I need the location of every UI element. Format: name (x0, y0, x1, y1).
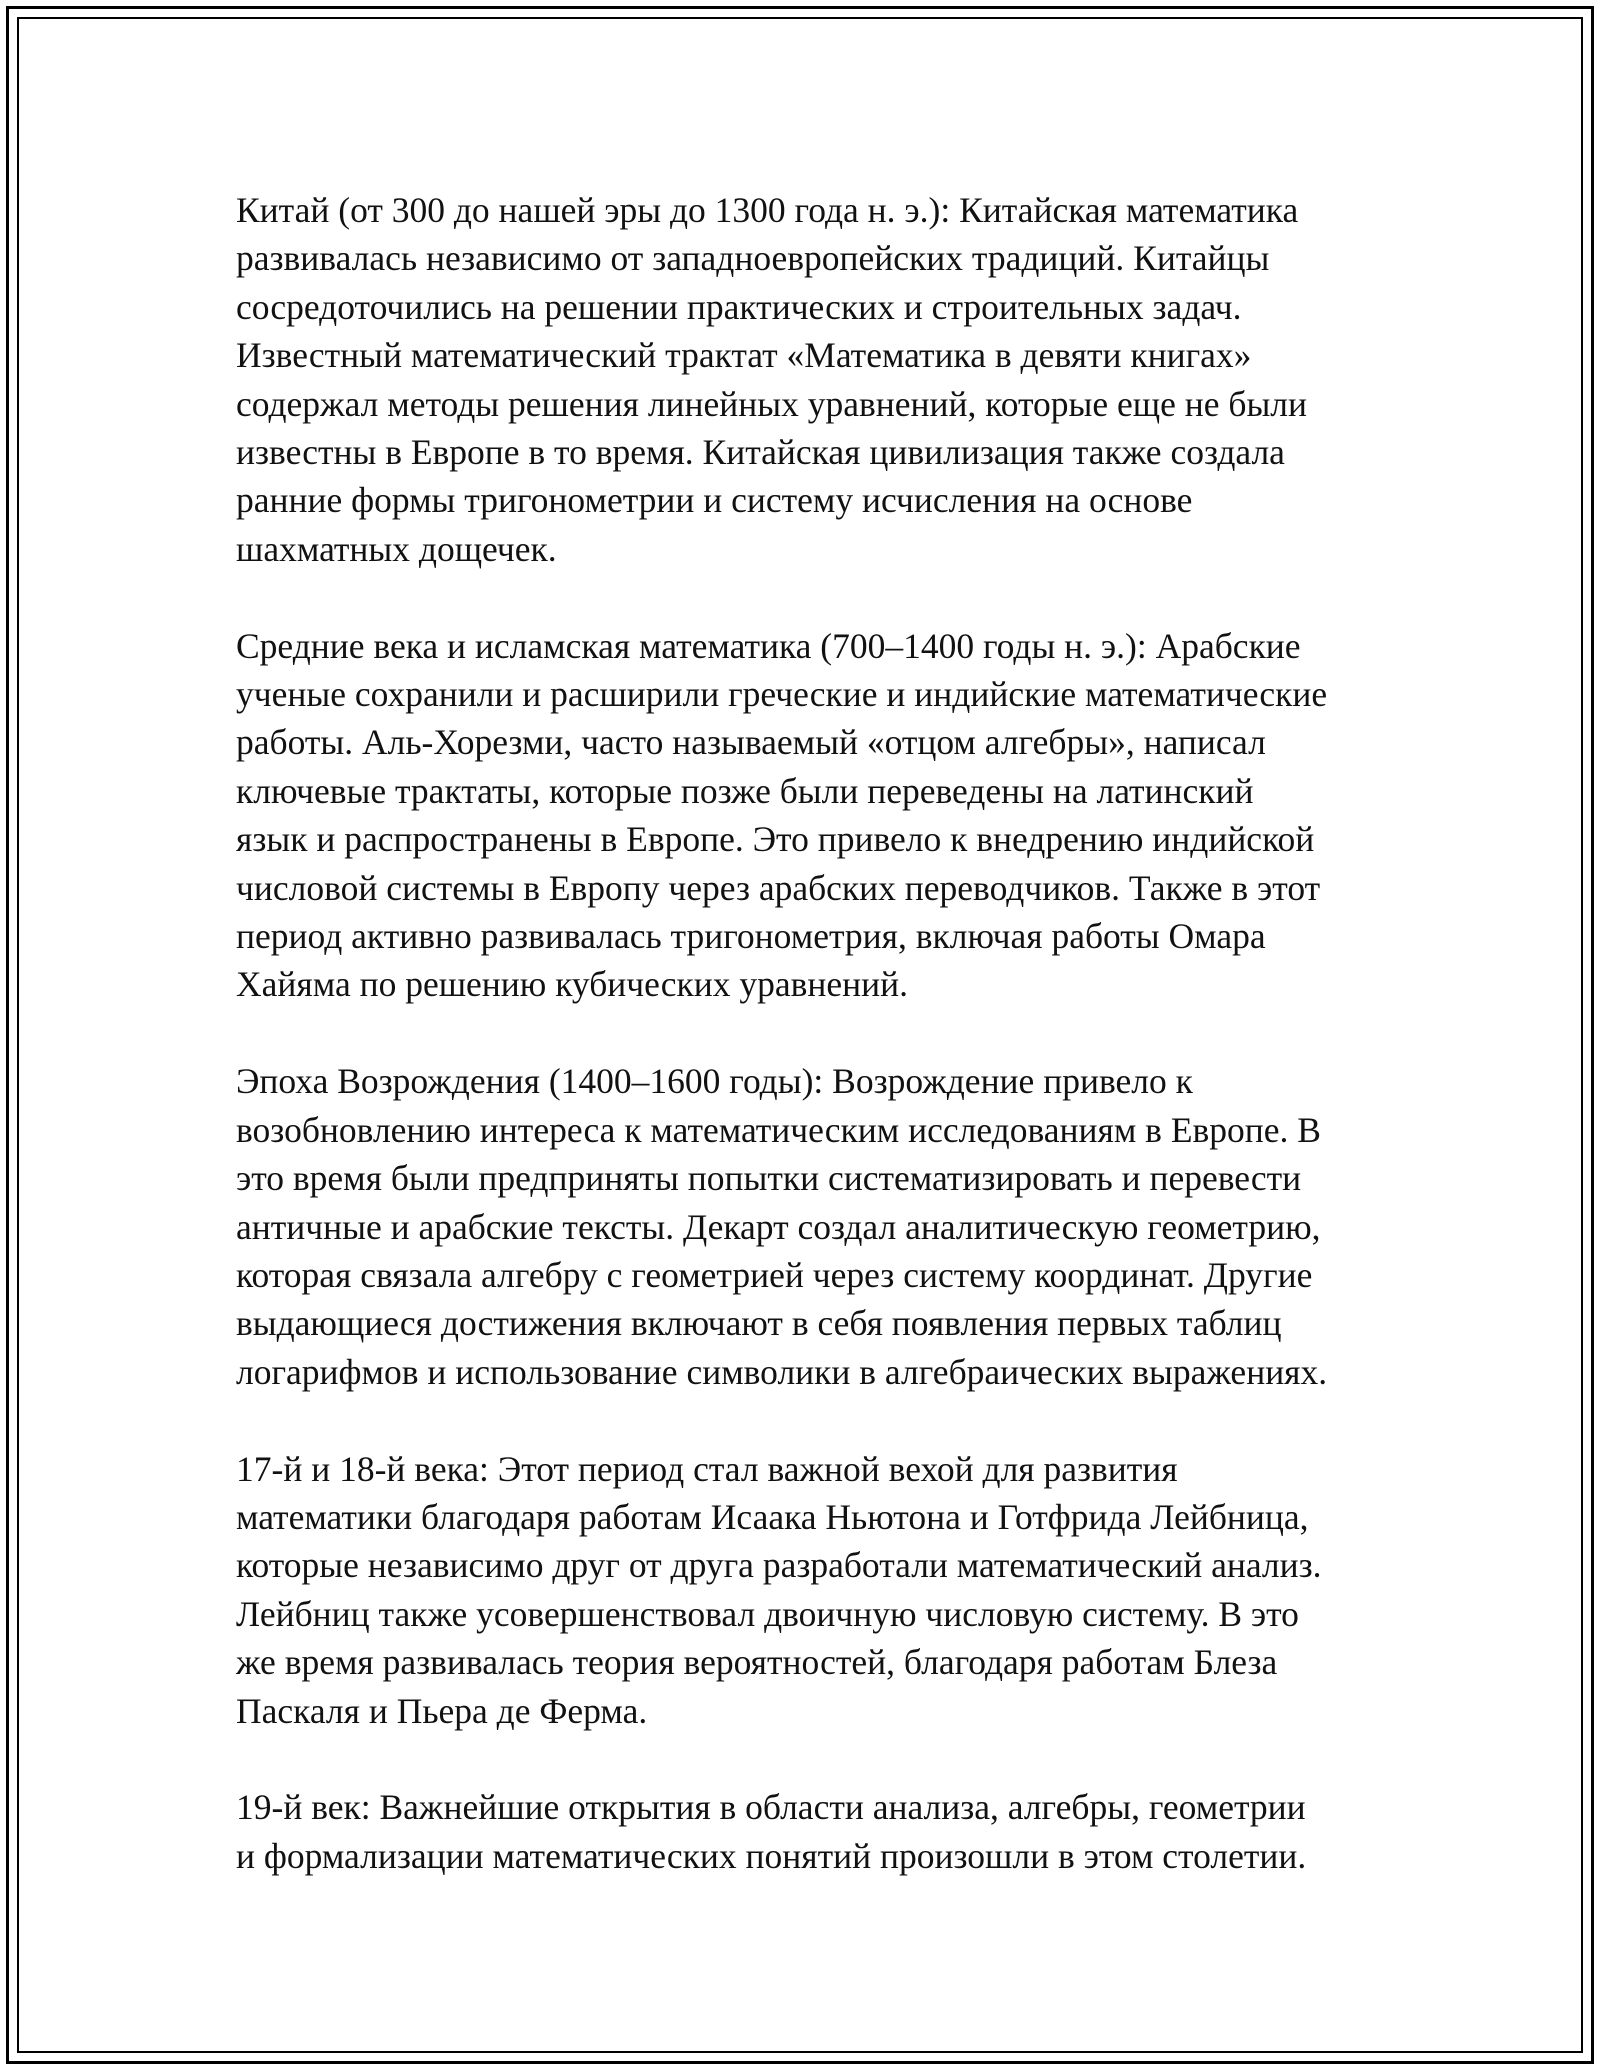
paragraph-17-18-centuries: 17-й и 18-й века: Этот период стал важной вехой для развития математики благодаря работам Исаака Ньютона и Готфрида Лейбница, которые независимо друг от друга разработали математический анализ. Лейбниц также усовершенствовал двоичную числовую систему. В это же время развивалась теория вероятностей, благодаря работам Блеза Паскаля и Пьера де Ферма. (236, 1448, 1322, 1731)
paragraph-19-century: 19-й век: Важнейшие открытия в области анализа, алгебры, геометрии и формализации математических понятий произошли в этом столетии. (236, 1787, 1307, 1876)
paragraph-china: Китай (от 300 до нашей эры до 1300 года н. э.): Китайская математика развивалась независимо от западноевропейских традиций. Китайцы сосредоточились на решении практических и строительных задач. Известный математический трактат «Математика в девяти книгах» содержал методы решения линейных уравнений, которые еще не были известны в Европе в то время. Китайская цивилизация также создала ранние формы тригонометрии и систему исчисления на основе шахматных дощечек. (236, 190, 1308, 569)
document-body (236, 186, 1368, 1880)
paragraph-renaissance: Эпоха Возрождения (1400–1600 годы): Возрождение привело к возобновлению интереса к математическим исследованиям в Европе. В это время были предприняты попытки систематизировать и перевести античные и арабские тексты. Декарт создал аналитическую геометрию, которая связала алгебру с геометрией через систему координат. Другие выдающиеся достижения включают в себя появления первых таблиц логарифмов и использование символики в алгебраических выражениях. (236, 1061, 1328, 1392)
paragraph-islamic-math: Средние века и исламская математика (700–1400 годы н. э.): Арабские ученые сохранили и расширили греческие и индийские математические работы. Аль-Хорезми, часто называемый «отцом алгебры», написал ключевые трактаты, которые позже были переведены на латинский язык и распространены в Европе. Это привело к внедрению индийской числовой системы в Европу через арабских переводчиков. Также в этот период активно развивалась тригонометрия, включая работы Омара Хайяма по решению кубических уравнений. (236, 625, 1328, 1005)
